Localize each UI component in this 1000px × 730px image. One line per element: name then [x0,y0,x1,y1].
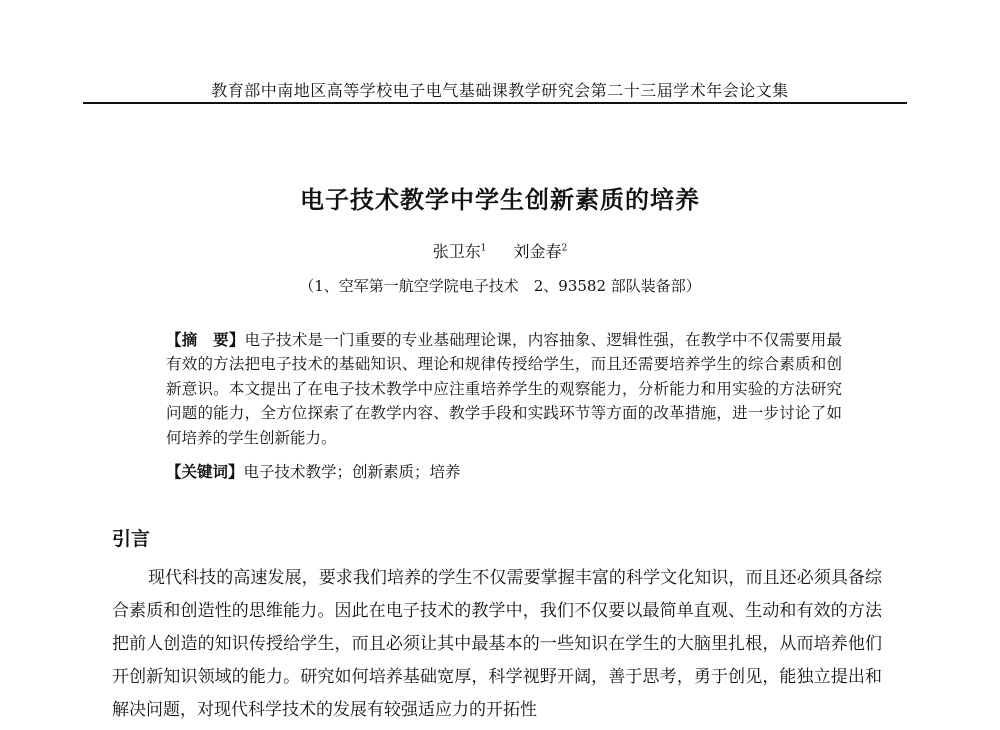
author-name: 张卫东 [432,242,481,261]
abstract [166,328,842,450]
keywords [166,461,842,483]
running-header: 教育部中南地区高等学校电子电气基础课教学研究会第二十三届学术年会论文集 [211,81,789,100]
abstract-label: 【摘 要】 [166,331,245,349]
header-rule [83,102,907,104]
paper-title: 电子技术教学中学生创新素质的培养 [300,186,700,214]
author-1 [433,242,487,261]
abstract-text: 电子技术是一门重要的专业基础理论课，内容抽象、逻辑性强，在教学中不仅需要用最有效的方法把电子技术的基础知识、理论和规律传授给学生，而且还需要培养学生的综合素质和创新意识。本文提出了在电子技术教学中应注重培养学生的观察能力，分析能力和用实验的方法研究问题的能力，全方位探索了在教学内容、教学手段和实践环节等方面的改革措施，进一步讨论了如何培养的学生创新能力。 [166,331,842,447]
author-line [0,239,1000,262]
author-name: 刘金春 [513,242,562,261]
body-paragraph: 现代科技的高速发展，要求我们培养的学生不仅需要掌握丰富的科学文化知识，而且还必须具备综合素质和创造性的思维能力。因此在电子技术的教学中，我们不仅要以最简单直观、生动和有效的方法把前人创造的知识传授给学生，而且必须让其中最基本的一些知识在学生的大脑里扎根，从而培养他们开创新知识领域的能力。研究如何培养基础宽厚，科学视野开阔，善于思考，勇于创见，能独立提出和解决问题，对现代科学技术的发展有较强适应力的开拓性 [112,568,882,720]
affiliation: （1、空军第一航空学院电子技术 2、93582 部队装备部） [299,277,701,295]
keywords-label: 【关键词】 [166,463,244,481]
section-heading: 引言 [112,528,151,550]
keywords-text: 电子技术教学；创新素质；培养 [243,463,461,481]
author-affil-mark: 2 [561,243,568,254]
author-affil-mark: 1 [480,243,487,254]
author-2 [514,242,568,261]
